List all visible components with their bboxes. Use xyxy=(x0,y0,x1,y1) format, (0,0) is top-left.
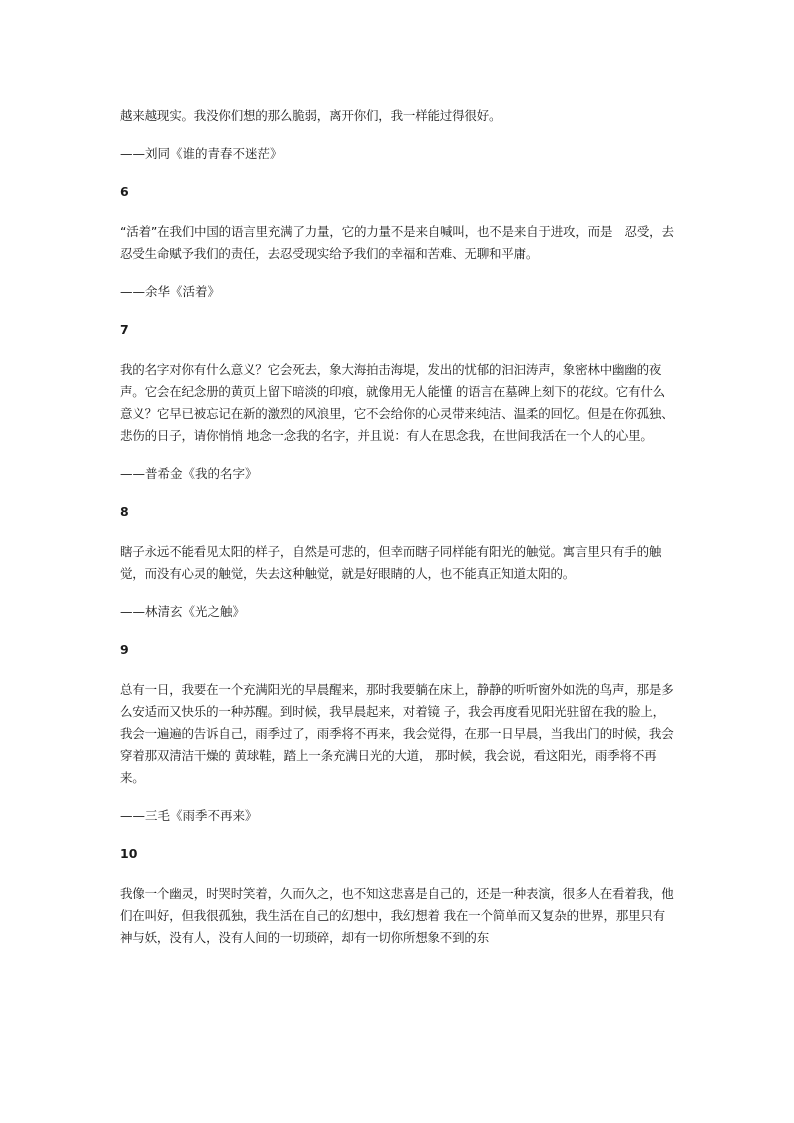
paragraph-text: 总有一日，我要在一个充满阳光的早晨醒来，那时我要躺在床上，静静的听听窗外如洗的鸟声，那是多么安适而又快乐的一种苏醒。到时候，我早晨起来，对着镜 子，我会再度看见阳光驻留在我的脸上，我会一遍遍的告诉自己，雨季过了，雨季将不再来，我会觉得，在那一日早晨，当我出门的时候，我会穿着那双清洁干燥的 黄球鞋，踏上一条充满日光的大道， 那时候，我会说，看这阳光，雨季将不再来。 xyxy=(120,682,674,785)
paragraph-text: 瞎子永远不能看见太阳的样子，自然是可悲的，但幸而瞎子同样能有阳光的触觉。寓言里只有手的触觉，而没有心灵的触觉，失去这种触觉，就是好眼睛的人，也不能真正知道太阳的。 xyxy=(120,544,662,581)
section-number: 10 xyxy=(120,846,138,861)
section-number: 6 xyxy=(120,184,129,199)
quote-source: ——余华《活着》 xyxy=(120,284,221,299)
paragraph-text: 越来越现实。我没你们想的那么脆弱，离开你们，我一样能过得很好。 xyxy=(120,108,502,123)
section-number: 8 xyxy=(120,504,129,519)
paragraph-text: “活着”在我们中国的语言里充满了力量，它的力量不是来自喊叫，也不是来自于进攻，而是 忍受，去忍受生命赋予我们的责任，去忍受现实给予我们的幸福和苦难、无聊和平庸。 xyxy=(120,224,674,261)
quote-source: ——三毛《雨季不再来》 xyxy=(120,808,258,823)
paragraph-text: 我像一个幽灵，时哭时笑着，久而久之，也不知这悲喜是自己的，还是一种表演，很多人在看着我，他们在叫好，但我很孤独，我生活在自己的幻想中，我幻想着 我在一个简单而又复杂的世界，那里只有神与妖，没有人，没有人间的一切琐碎，却有一切你所想象不到的东 xyxy=(120,886,674,945)
quote-source: ——林清玄《光之触》 xyxy=(120,604,246,619)
quote-source: ——普希金《我的名字》 xyxy=(120,466,258,481)
quote-source: ——刘同《谁的青春不迷茫》 xyxy=(120,146,283,161)
section-number: 9 xyxy=(120,642,129,657)
document-body xyxy=(120,105,674,949)
section-number: 7 xyxy=(120,322,129,337)
paragraph-text: 我的名字对你有什么意义？它会死去，象大海拍击海堤，发出的忧郁的汩汩涛声，象密林中幽幽的夜声。它会在纪念册的黄页上留下暗淡的印痕，就像用无人能懂 的语言在墓碑上刻下的花纹。它有什么意义？它早已被忘记在新的激烈的风浪里，它不会给你的心灵带来纯洁、温柔的回忆。但是在你孤独、悲伤的日子，请你悄悄 地念一念我的名字，并且说：有人在思念我，在世间我活在一个人的心里。 xyxy=(120,362,674,443)
